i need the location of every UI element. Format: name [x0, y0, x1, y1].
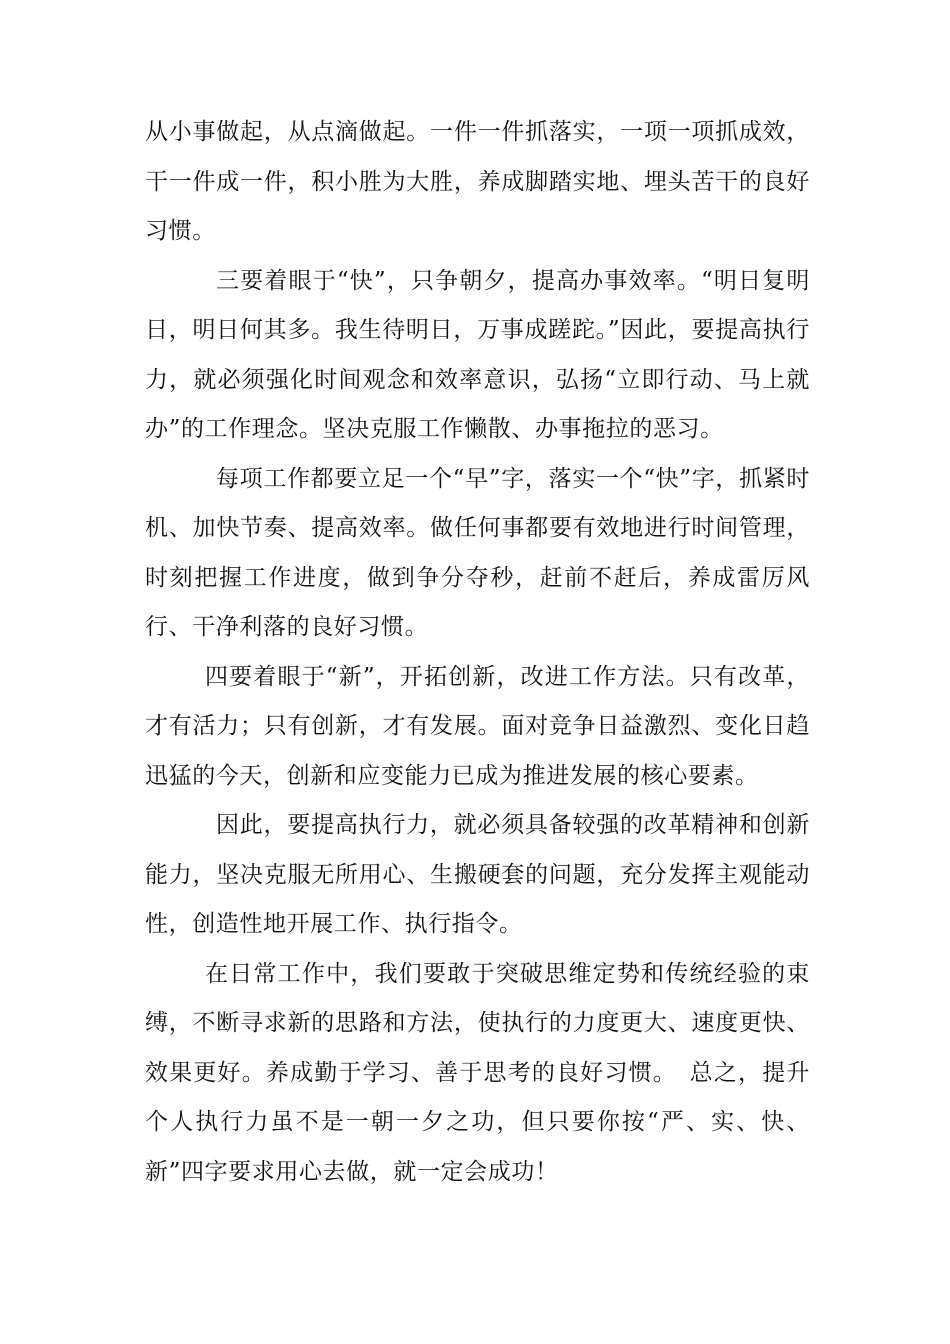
paragraph-3: 每项工作都要立足一个“早”字，落实一个“快”字，抓紧时机、加快节奏、提高效率。做任何事都要有效地进行时间管理，时刻把握工作进度，做到争分夺秒，赶前不赶后，养成雷厉风行、干净利落的良好习惯。: [145, 465, 810, 640]
paragraph-4: 四要着眼于“新”，开拓创新，改进工作方法。只有改革，才有活力；只有创新，才有发展。面对竞争日益激烈、变化日趋迅猛的今天，创新和应变能力已成为推进发展的核心要素。: [145, 663, 810, 789]
paragraph-1: 从小事做起，从点滴做起。一件一件抓落实，一项一项抓成效，干一件成一件，积小胜为大胜，养成脚踏实地、埋头苦干的良好习惯。: [145, 119, 810, 244]
paragraph-5: 因此，要提高执行力，就必须具备较强的改革精神和创新能力，坚决克服无所用心、生搬硬套的问题，充分发挥主观能动性，创造性地开展工作、执行指令。: [145, 812, 810, 937]
document-body: [145, 108, 810, 1197]
paragraph-2: 三要着眼于“快”，只争朝夕，提高办事效率。“明日复明日，明日何其多。我生待明日，万事成蹉跎。”因此，要提高执行力，就必须强化时间观念和效率意识，弘扬“立即行动、马上就办”的工作理念。坚决克服工作懒散、办事拖拉的恶习。: [145, 267, 810, 442]
paragraph-6: 在日常工作中，我们要敢于突破思维定势和传统经验的束缚，不断寻求新的思路和方法，使执行的力度更大、速度更快、效果更好。养成勤于学习、善于思考的良好习惯。 总之，提升个人执行力虽不是一朝一夕之功，但只要你按“严、实、快、新”四字要求用心去做，就一定会成功！: [145, 960, 810, 1185]
